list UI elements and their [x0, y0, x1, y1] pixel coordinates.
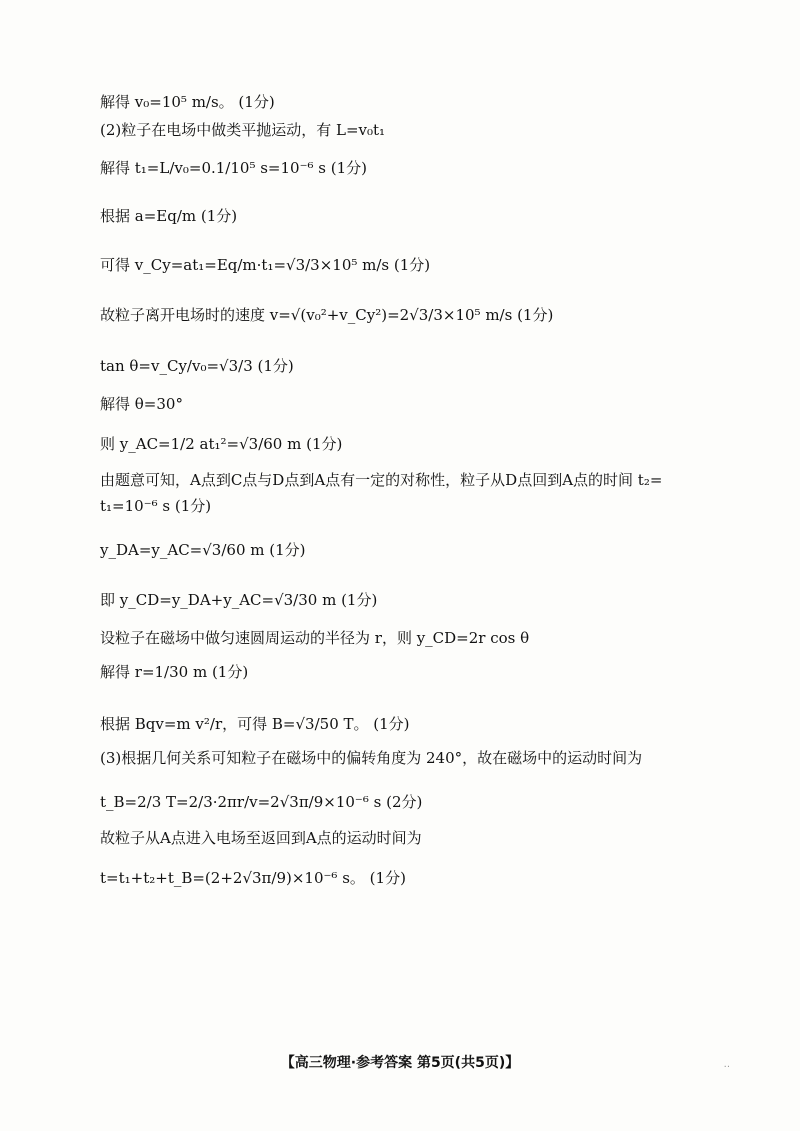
- solution-line-10: 由题意可知，A点到C点与D点到A点有一定的对称性，粒子从D点回到A点的时间 t₂=: [100, 471, 663, 489]
- solution-line-9: 则 y_AC=1/2 at₁²=√3/60 m (1分): [100, 435, 343, 453]
- solution-line-15: 解得 r=1/30 m (1分): [100, 663, 249, 681]
- solution-line-17: (3)根据几何关系可知粒子在磁场中的偏转角度为 240°，故在磁场中的运动时间为: [100, 749, 643, 767]
- solution-line-1: 解得 v₀=10⁵ m/s。 (1分): [100, 93, 275, 111]
- solution-line-13: 即 y_CD=y_DA+y_AC=√3/30 m (1分): [100, 591, 378, 609]
- corner-mark: ··: [723, 1062, 730, 1073]
- page-footer: 【高三物理·参考答案 第5页(共5页)】: [280, 1055, 520, 1071]
- solution-line-14: 设粒子在磁场中做匀速圆周运动的半径为 r，则 y_CD=2r cos θ: [100, 629, 530, 647]
- solution-line-11: t₁=10⁻⁶ s (1分): [100, 497, 212, 515]
- solution-line-20: t=t₁+t₂+t_B=(2+2√3π/9)×10⁻⁶ s。 (1分): [100, 869, 406, 887]
- solution-line-12: y_DA=y_AC=√3/60 m (1分): [100, 541, 306, 559]
- solution-line-16: 根据 Bqv=m v²/r，可得 B=√3/50 T。 (1分): [100, 715, 410, 733]
- solution-line-6: 故粒子离开电场时的速度 v=√(v₀²+v_Cy²)=2√3/3×10⁵ m/s (1分): [100, 306, 554, 324]
- solution-line-3: 解得 t₁=L/v₀=0.1/10⁵ s=10⁻⁶ s (1分): [100, 159, 367, 177]
- solution-line-8: 解得 θ=30°: [100, 395, 183, 413]
- solution-line-7: tan θ=v_Cy/v₀=√3/3 (1分): [100, 357, 294, 375]
- solution-line-5: 可得 v_Cy=at₁=Eq/m·t₁=√3/3×10⁵ m/s (1分): [100, 256, 431, 274]
- solution-line-18: t_B=2/3 T=2/3·2πr/v=2√3π/9×10⁻⁶ s (2分): [100, 793, 423, 811]
- solution-line-4: 根据 a=Eq/m (1分): [100, 207, 238, 225]
- solution-line-19: 故粒子从A点进入电场至返回到A点的运动时间为: [100, 829, 422, 847]
- solution-line-2: (2)粒子在电场中做类平抛运动，有 L=v₀t₁: [100, 121, 386, 139]
